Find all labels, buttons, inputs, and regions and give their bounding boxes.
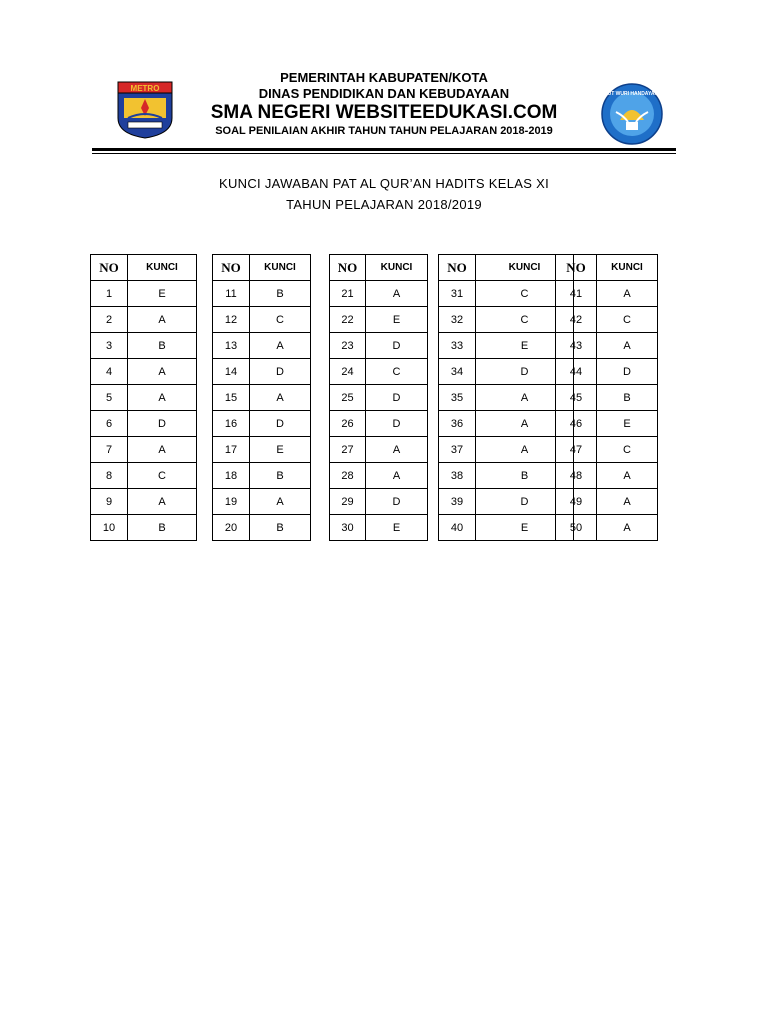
table-header-row <box>91 255 197 281</box>
answer-cell: D <box>250 359 311 385</box>
answer-cell: A <box>597 463 658 489</box>
answer-cell: A <box>476 437 574 463</box>
kunci-header: KUNCI <box>250 255 311 281</box>
question-number: 7 <box>91 437 128 463</box>
table-row <box>439 463 574 489</box>
question-number: 12 <box>213 307 250 333</box>
table-row <box>213 411 311 437</box>
answer-cell: A <box>476 411 574 437</box>
answer-cell: A <box>128 437 197 463</box>
table-row <box>439 333 574 359</box>
table-header-row <box>556 255 658 281</box>
no-header: NO <box>91 255 128 281</box>
letterhead-rule-thin <box>92 153 676 154</box>
table-row <box>91 463 197 489</box>
table-row <box>213 515 311 541</box>
table-row <box>213 359 311 385</box>
question-number: 34 <box>439 359 476 385</box>
table-row <box>439 359 574 385</box>
table-row <box>213 437 311 463</box>
answer-cell: C <box>250 307 311 333</box>
table-header-row <box>439 255 574 281</box>
answer-cell: D <box>250 411 311 437</box>
answer-cell: A <box>128 385 197 411</box>
question-number: 50 <box>556 515 597 541</box>
question-number: 11 <box>213 281 250 307</box>
table-row <box>330 333 428 359</box>
no-header: NO <box>330 255 366 281</box>
school-name: SMA NEGERI WEBSITEEDUKASI.COM <box>210 102 558 123</box>
table-row <box>330 411 428 437</box>
table-row <box>213 385 311 411</box>
question-number: 29 <box>330 489 366 515</box>
question-number: 39 <box>439 489 476 515</box>
table-row <box>330 437 428 463</box>
answer-cell: B <box>128 515 197 541</box>
answer-cell: A <box>128 307 197 333</box>
answer-cell: A <box>250 385 311 411</box>
table-row <box>213 333 311 359</box>
answer-cell: E <box>476 333 574 359</box>
question-number: 1 <box>91 281 128 307</box>
question-number: 47 <box>556 437 597 463</box>
table-row <box>330 515 428 541</box>
document-title: KUNCI JAWABAN PAT AL QUR’AN HADITS KELAS XI <box>218 176 550 191</box>
question-number: 48 <box>556 463 597 489</box>
question-number: 19 <box>213 489 250 515</box>
question-number: 36 <box>439 411 476 437</box>
question-number: 38 <box>439 463 476 489</box>
answer-cell: E <box>366 307 428 333</box>
answer-cell: A <box>366 463 428 489</box>
answer-cell: B <box>597 385 658 411</box>
answer-cell: A <box>366 281 428 307</box>
table-row <box>91 281 197 307</box>
answer-key-table <box>90 254 197 541</box>
answer-cell: E <box>476 515 574 541</box>
question-number: 43 <box>556 333 597 359</box>
department-line: DINAS PENDIDIKAN DAN KEBUDAYAAN <box>258 86 510 101</box>
answer-cell: A <box>128 489 197 515</box>
question-number: 45 <box>556 385 597 411</box>
exam-line: SOAL PENILAIAN AKHIR TAHUN TAHUN PELAJARAN 2018-2019 <box>215 125 553 137</box>
table-row <box>439 489 574 515</box>
question-number: 40 <box>439 515 476 541</box>
table-header-row <box>213 255 311 281</box>
answer-cell: C <box>128 463 197 489</box>
answer-cell: B <box>250 463 311 489</box>
answer-cell: A <box>128 359 197 385</box>
question-number: 49 <box>556 489 597 515</box>
table-row <box>556 437 658 463</box>
table-row <box>91 385 197 411</box>
table-row <box>556 333 658 359</box>
answer-cell: E <box>597 411 658 437</box>
answer-cell: B <box>128 333 197 359</box>
table-row <box>91 515 197 541</box>
table-row <box>556 515 658 541</box>
table-row <box>439 437 574 463</box>
answer-cell: C <box>597 307 658 333</box>
question-number: 33 <box>439 333 476 359</box>
question-number: 23 <box>330 333 366 359</box>
table-row <box>330 489 428 515</box>
regency-emblem-icon <box>114 78 176 140</box>
answer-cell: B <box>250 281 311 307</box>
question-number: 27 <box>330 437 366 463</box>
table-row <box>91 307 197 333</box>
question-number: 32 <box>439 307 476 333</box>
question-number: 25 <box>330 385 366 411</box>
question-number: 24 <box>330 359 366 385</box>
table-row <box>439 385 574 411</box>
table-row <box>439 281 574 307</box>
answer-cell: B <box>476 463 574 489</box>
answer-cell: A <box>597 515 658 541</box>
table-row <box>439 307 574 333</box>
table-row <box>330 359 428 385</box>
table-header-row <box>330 255 428 281</box>
no-header: NO <box>213 255 250 281</box>
table-row <box>439 515 574 541</box>
table-row <box>330 307 428 333</box>
table-row <box>91 437 197 463</box>
table-row <box>556 359 658 385</box>
question-number: 18 <box>213 463 250 489</box>
table-row <box>213 489 311 515</box>
answer-cell: D <box>476 359 574 385</box>
answer-cell: C <box>476 281 574 307</box>
question-number: 21 <box>330 281 366 307</box>
answer-cell: D <box>366 411 428 437</box>
question-number: 41 <box>556 281 597 307</box>
question-number: 13 <box>213 333 250 359</box>
tut-wuri-handayani-emblem-icon <box>600 82 664 146</box>
answer-cell: A <box>597 281 658 307</box>
question-number: 14 <box>213 359 250 385</box>
answer-cell: A <box>597 489 658 515</box>
answer-cell: A <box>250 489 311 515</box>
question-number: 3 <box>91 333 128 359</box>
table-row <box>439 411 574 437</box>
table-row <box>556 411 658 437</box>
question-number: 15 <box>213 385 250 411</box>
question-number: 26 <box>330 411 366 437</box>
government-line: PEMERINTAH KABUPATEN/KOTA <box>280 70 488 85</box>
answer-key-table <box>438 254 574 541</box>
table-row <box>556 307 658 333</box>
answer-cell: A <box>250 333 311 359</box>
table-row <box>213 463 311 489</box>
kunci-header: KUNCI <box>476 255 574 281</box>
question-number: 31 <box>439 281 476 307</box>
answer-cell: E <box>250 437 311 463</box>
question-number: 6 <box>91 411 128 437</box>
answer-cell: E <box>366 515 428 541</box>
emblem-lettering: TUT WURI HANDAYANI <box>604 91 660 97</box>
question-number: 8 <box>91 463 128 489</box>
answer-key-table <box>555 254 658 541</box>
table-row <box>330 385 428 411</box>
answer-key-table <box>212 254 311 541</box>
answer-cell: D <box>128 411 197 437</box>
answer-cell: B <box>250 515 311 541</box>
answer-cell: D <box>366 489 428 515</box>
answer-cell: E <box>128 281 197 307</box>
answer-cell: D <box>366 333 428 359</box>
question-number: 28 <box>330 463 366 489</box>
table-row <box>330 463 428 489</box>
table-row <box>556 489 658 515</box>
answer-cell: C <box>476 307 574 333</box>
letterhead-rule <box>92 148 676 151</box>
table-row <box>213 281 311 307</box>
answer-cell: A <box>597 333 658 359</box>
answer-cell: D <box>476 489 574 515</box>
question-number: 2 <box>91 307 128 333</box>
question-number: 9 <box>91 489 128 515</box>
emblem-lettering: METRO <box>130 84 160 93</box>
question-number: 44 <box>556 359 597 385</box>
table-row <box>556 385 658 411</box>
table-row <box>91 411 197 437</box>
answer-key-table <box>329 254 428 541</box>
answer-cell: A <box>476 385 574 411</box>
question-number: 4 <box>91 359 128 385</box>
question-number: 37 <box>439 437 476 463</box>
table-row <box>91 359 197 385</box>
answer-cell: D <box>366 385 428 411</box>
question-number: 46 <box>556 411 597 437</box>
question-number: 16 <box>213 411 250 437</box>
question-number: 35 <box>439 385 476 411</box>
kunci-header: KUNCI <box>597 255 658 281</box>
question-number: 22 <box>330 307 366 333</box>
question-number: 10 <box>91 515 128 541</box>
question-number: 5 <box>91 385 128 411</box>
table-row <box>91 489 197 515</box>
answer-cell: C <box>366 359 428 385</box>
table-row <box>556 463 658 489</box>
table-row <box>91 333 197 359</box>
no-header: NO <box>439 255 476 281</box>
question-number: 17 <box>213 437 250 463</box>
table-row <box>213 307 311 333</box>
question-number: 20 <box>213 515 250 541</box>
letterhead <box>92 68 676 154</box>
no-header: NO <box>556 255 597 281</box>
kunci-header: KUNCI <box>128 255 197 281</box>
answer-cell: D <box>597 359 658 385</box>
document-subtitle: TAHUN PELAJARAN 2018/2019 <box>286 197 482 212</box>
table-row <box>330 281 428 307</box>
answer-cell: A <box>366 437 428 463</box>
table-row <box>556 281 658 307</box>
question-number: 42 <box>556 307 597 333</box>
question-number: 30 <box>330 515 366 541</box>
kunci-header: KUNCI <box>366 255 428 281</box>
answer-cell: C <box>597 437 658 463</box>
